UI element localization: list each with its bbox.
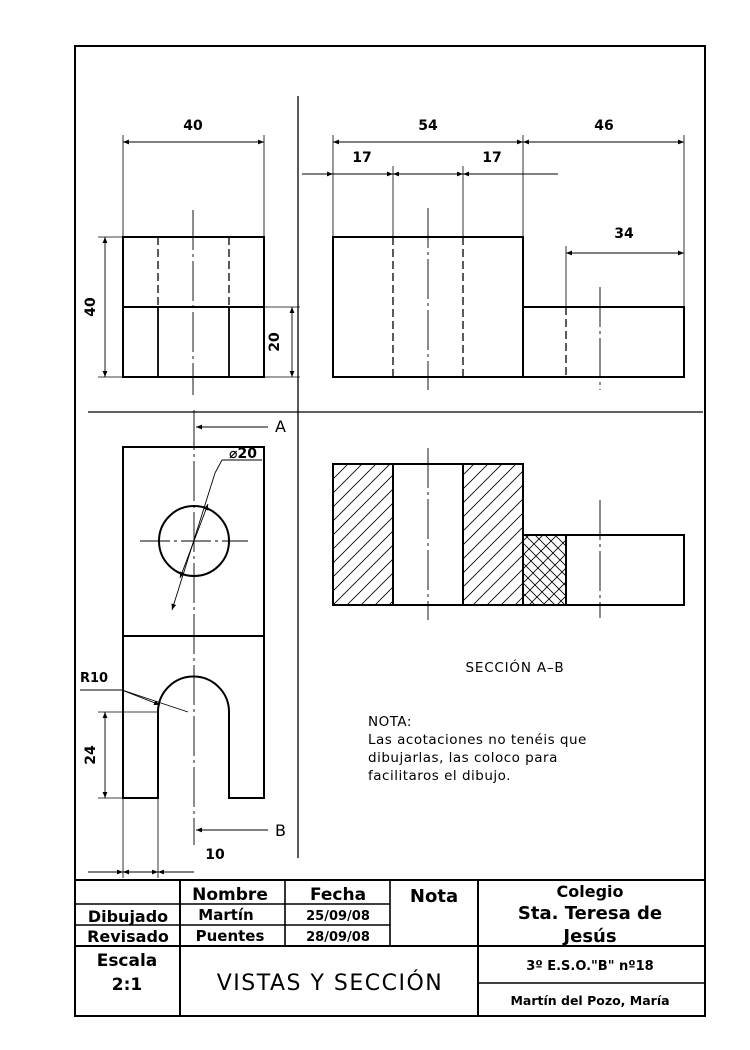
scale-label: Escala — [96, 951, 158, 971]
note-line-3: facilitaros el dibujo. — [368, 768, 511, 784]
student-name: Martín del Pozo, María — [510, 993, 670, 1008]
dim-slot-offset: 10 — [205, 847, 225, 863]
row-drawn-role: Dibujado — [87, 907, 169, 926]
cut-label-a: A — [275, 417, 286, 436]
dim-hole-diameter: ⌀20 — [229, 446, 257, 462]
dim-slot-depth: 24 — [83, 745, 99, 765]
cut-label-b: B — [275, 821, 286, 840]
school-line-1: Colegio — [556, 882, 624, 901]
plan-dimensions — [80, 460, 262, 878]
row-reviewed-date: 28/09/08 — [306, 930, 370, 945]
section-title: SECCIÓN A–B — [465, 660, 565, 676]
header-date: Fecha — [309, 885, 367, 905]
dim-hole-offset-left: 17 — [352, 150, 372, 166]
row-reviewed-role: Revisado — [87, 927, 169, 946]
dim-step-length: 34 — [614, 226, 634, 242]
dim-slot-radius: R10 — [80, 671, 109, 686]
scale-value: 2:1 — [111, 975, 143, 995]
row-drawn-name: Martín — [198, 906, 254, 924]
dim-front-half-height: 20 — [267, 332, 283, 352]
school-line-3: Jesús — [563, 926, 617, 947]
note-line-2: dibujarlas, las coloco para — [368, 750, 558, 766]
dim-front-width: 40 — [183, 118, 203, 134]
dim-side-left-width: 54 — [418, 118, 438, 134]
dim-front-height: 40 — [83, 297, 99, 317]
section-view — [333, 448, 684, 620]
note-line-1: Las acotaciones no tenéis que — [368, 732, 587, 748]
row-reviewed-name: Puentes — [195, 927, 265, 945]
front-view — [123, 210, 264, 395]
note-title: NOTA: — [368, 714, 412, 730]
school-line-2: Sta. Teresa de — [517, 903, 663, 924]
dim-side-right-width: 46 — [594, 118, 614, 134]
plan-view — [123, 410, 268, 845]
header-note: Nota — [409, 886, 459, 907]
course-code: 3º E.S.O."B" nº18 — [526, 959, 654, 974]
dim-hole-offset-right: 17 — [482, 150, 502, 166]
drawing-title: VISTAS Y SECCIÓN — [216, 971, 444, 996]
row-drawn-date: 25/09/08 — [306, 909, 370, 924]
header-name: Nombre — [192, 885, 268, 905]
